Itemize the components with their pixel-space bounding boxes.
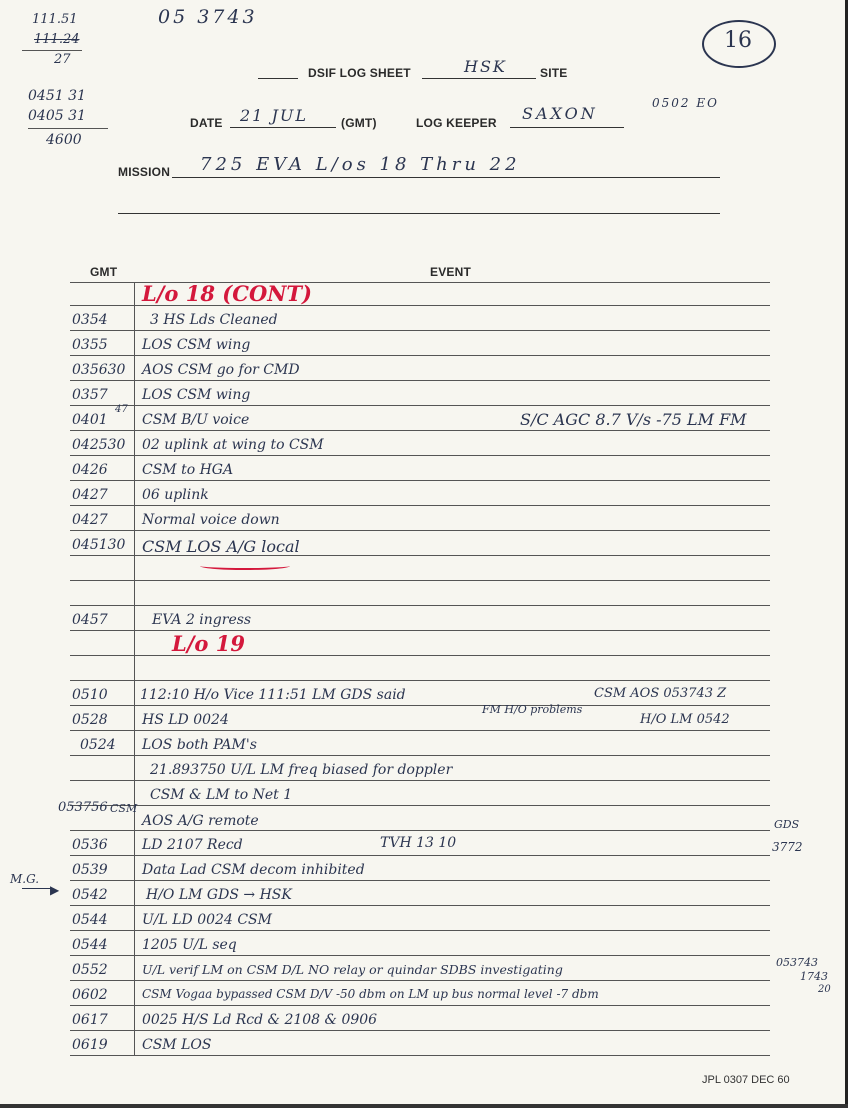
margin-note-topleft-3: 27 [54, 52, 71, 67]
row-gmt: 045130 [72, 537, 126, 553]
sheet-label: DSIF LOG SHEET [308, 66, 411, 80]
table-bottom-rule [70, 1055, 770, 1056]
log-keeper-underline [510, 127, 624, 128]
row-gmt: 0544 [72, 937, 108, 953]
row-gmt: 0536 [72, 837, 108, 853]
row-event: CSM LOS [142, 1037, 212, 1053]
row-gmt: 0619 [72, 1037, 108, 1053]
row-gmt: 0539 [72, 862, 108, 878]
row-gmt: 0602 [72, 987, 108, 1003]
right-margin-1743: 1743 [800, 970, 828, 983]
site-label: SITE [540, 66, 568, 80]
row-gmt: 0357 [72, 387, 108, 403]
row-event: U/L LD 0024 CSM [142, 912, 272, 928]
row-gmt: 0427 [72, 512, 108, 528]
row-event: LOS CSM wing [142, 387, 251, 403]
mission-second-line [118, 213, 720, 214]
right-margin-20: 20 [818, 984, 831, 995]
gds-number-note: 3772 [772, 840, 803, 854]
arrow-shaft [22, 888, 52, 889]
row-event: 06 uplink [142, 487, 209, 503]
row-event: AOS CSM go for CMD [142, 362, 300, 378]
section-header-lo19: L/o 19 [172, 631, 245, 656]
row-event: LOS both PAM's [142, 737, 257, 753]
row-event: 3 HS Lds Cleaned [150, 312, 278, 328]
gmt-column-divider [134, 282, 135, 1055]
row-gmt: 0528 [72, 712, 108, 728]
row-event: 112:10 H/o Vice 111:51 LM GDS said [140, 687, 406, 703]
row-gmt: 0542 [72, 887, 108, 903]
row-event: CSM Vogaa bypassed CSM D/V -50 dbm on LM up bus normal level -7 dbm [142, 987, 599, 1001]
row-event: CSM to HGA [142, 462, 234, 478]
row-gmt: 053756 [58, 800, 108, 815]
row-gmt: 0354 [72, 312, 108, 328]
margin-sum-line [22, 50, 82, 51]
row-gmt: 0617 [72, 1012, 108, 1028]
section-header-lo18: L/o 18 (CONT) [142, 281, 312, 306]
gmt-paren: (GMT) [341, 116, 377, 130]
log-keeper-value: SAXON [522, 104, 598, 123]
csm-above-note: CSM [110, 802, 138, 815]
row-gmt: 0544 [72, 912, 108, 928]
row-gmt: 042530 [72, 437, 126, 453]
mg-initials-note: M.G. [10, 872, 40, 886]
row-event: Data Lad CSM decom inhibited [142, 862, 365, 878]
right-margin-note: 0502 EO [652, 96, 719, 110]
row-gmt: 0510 [72, 687, 108, 703]
tvh-note: TVH 13 10 [380, 835, 457, 851]
row-gmt: 0524 [80, 737, 116, 753]
arrow-right-icon: ▶ [50, 883, 60, 897]
date-underline [230, 127, 336, 128]
column-header-gmt: GMT [90, 265, 118, 279]
row-event: HS LD 0024 [142, 712, 229, 728]
row-event: EVA 2 ingress [152, 612, 252, 628]
row-event: 21.893750 U/L LM freq biased for doppler [150, 762, 453, 778]
date-value: 21 JUL [240, 106, 308, 125]
site-value: HSK [464, 57, 507, 76]
row-gmt: 0457 [72, 612, 108, 628]
row-gmt: 0426 [72, 462, 108, 478]
row-event: 0025 H/S Ld Rcd & 2108 & 0906 [142, 1012, 378, 1028]
superscript-note: 47 [115, 404, 128, 415]
mission-label: MISSION [118, 165, 171, 179]
row-event: CSM LOS A/G local [142, 537, 300, 556]
sheet-blank-line [258, 78, 298, 79]
row-event: H/O LM GDS → HSK [146, 887, 292, 903]
row-event: AOS A/G remote [142, 813, 259, 829]
mission-underline [172, 177, 720, 178]
right-margin-053743: 053743 [776, 956, 818, 969]
margin-sum-line-2 [28, 128, 108, 129]
page-number: 16 [724, 28, 752, 53]
form-footer: JPL 0307 DEC 60 [702, 1074, 790, 1086]
row-event: LD 2107 Recd [142, 837, 243, 853]
row-event: U/L verif LM on CSM D/L NO relay or quindar SDBS investigating [142, 962, 563, 977]
mission-value: 725 EVA L/os 18 Thru 22 [200, 154, 521, 175]
column-header-event: EVENT [430, 265, 472, 279]
agc-note: S/C AGC 8.7 V/s -75 LM FM [520, 410, 747, 429]
row-gmt: 0355 [72, 337, 108, 353]
row-event: LOS CSM wing [142, 337, 251, 353]
row-gmt: 0401 [72, 412, 108, 428]
scan-bottom-edge [0, 1104, 848, 1108]
margin-note-left-3: 4600 [46, 132, 82, 148]
row-gmt: 0552 [72, 962, 108, 978]
ho-lm-note: H/O LM 0542 [640, 712, 730, 727]
date-label: DATE [190, 116, 223, 130]
red-underline-los [200, 562, 290, 570]
row-gmt: 035630 [72, 362, 126, 378]
row-event: 1205 U/L seq [142, 937, 237, 953]
site-underline [422, 78, 536, 79]
row-event: 02 uplink at wing to CSM [142, 437, 324, 453]
margin-note-left-2: 0405 31 [28, 108, 86, 124]
margin-note-left-1: 0451 31 [28, 88, 86, 104]
fm-problems-note: FM H/O problems [482, 703, 583, 716]
row-event: Normal voice down [142, 512, 280, 528]
log-keeper-label: LOG KEEPER [416, 116, 497, 130]
gds-note: GDS [774, 818, 800, 831]
row-gmt: 0427 [72, 487, 108, 503]
margin-note-topleft-2: 111.24 [34, 32, 80, 47]
row-event: CSM & LM to Net 1 [150, 787, 293, 803]
margin-note-topleft-1: 111.51 [32, 12, 78, 27]
row-event: CSM B/U voice [142, 412, 250, 428]
reference-number: 05 3743 [158, 6, 258, 28]
csm-aos-note: CSM AOS 053743 Z [594, 686, 727, 701]
